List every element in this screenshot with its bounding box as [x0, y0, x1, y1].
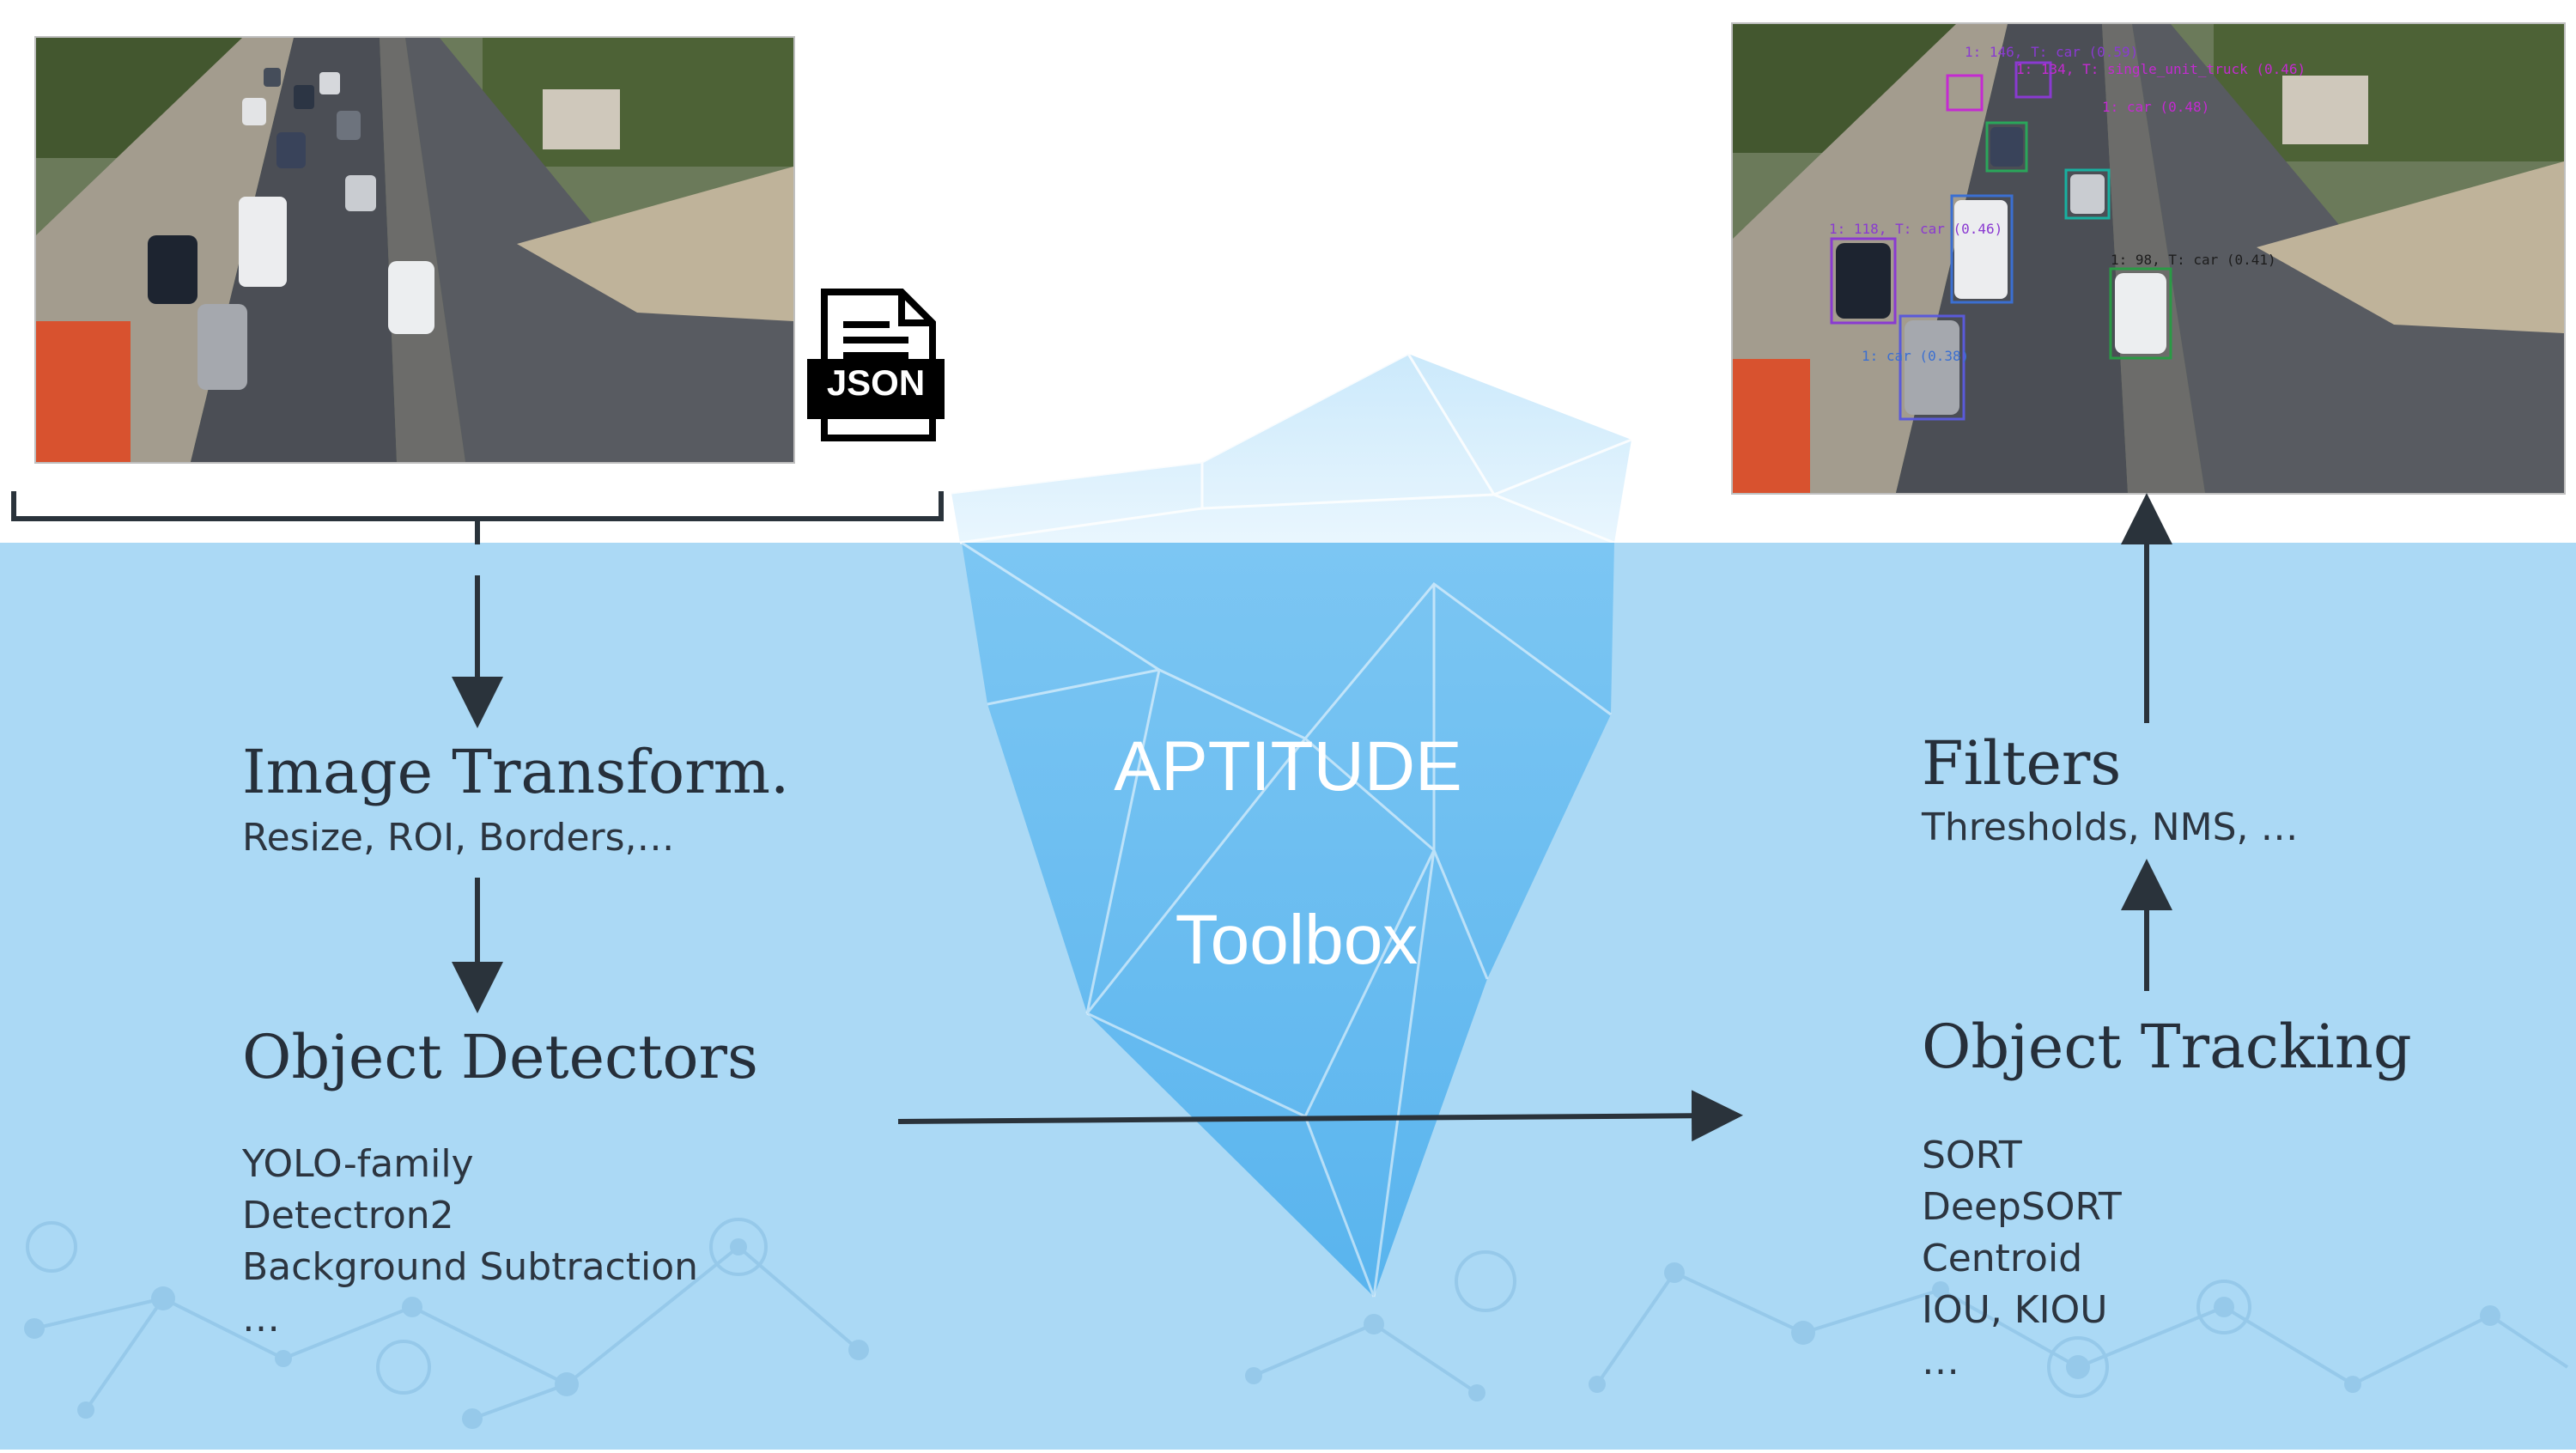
object-tracking-list	[1922, 1130, 2122, 1388]
arrow-detectors-to-tracking	[898, 1116, 1717, 1122]
list-item: DeepSORT	[1922, 1185, 2122, 1229]
object-detectors-title: Object Detectors	[242, 1022, 758, 1092]
json-label: JSON	[826, 362, 926, 403]
track-label: 1: car (0.38)	[1862, 348, 1970, 364]
aptitude-title: APTITUDE	[1114, 727, 1462, 806]
track-label: 1: 134, T: single_unit_truck (0.46)	[2016, 61, 2306, 77]
list-item: IOU, KIOU	[1922, 1288, 2108, 1332]
list-item: Detectron2	[242, 1194, 454, 1237]
track-label: 1: car (0.48)	[2102, 99, 2210, 115]
object-detectors-list	[242, 1139, 698, 1345]
list-item: SORT	[1922, 1134, 2022, 1177]
filters-subtitle: Thresholds, NMS, …	[1922, 806, 2299, 849]
list-item: YOLO-family	[242, 1142, 474, 1186]
image-transform-subtitle: Resize, ROI, Borders,…	[242, 816, 675, 860]
object-tracking-title: Object Tracking	[1922, 1012, 2412, 1082]
toolbox-title: Toolbox	[1175, 901, 1419, 979]
track-label: 1: 98, T: car (0.41)	[2111, 252, 2276, 268]
track-label: 1: 146, T: car (0.59)	[1965, 44, 2139, 60]
track-label: 1: 118, T: car (0.46)	[1829, 221, 2003, 237]
image-transform-title: Image Transform.	[242, 737, 790, 807]
input-bracket	[14, 491, 941, 544]
list-item: …	[1922, 1340, 1959, 1383]
filters-title: Filters	[1922, 728, 2122, 799]
list-item: Background Subtraction	[242, 1245, 699, 1289]
list-item: Centroid	[1922, 1237, 2083, 1280]
list-item: …	[242, 1297, 280, 1341]
